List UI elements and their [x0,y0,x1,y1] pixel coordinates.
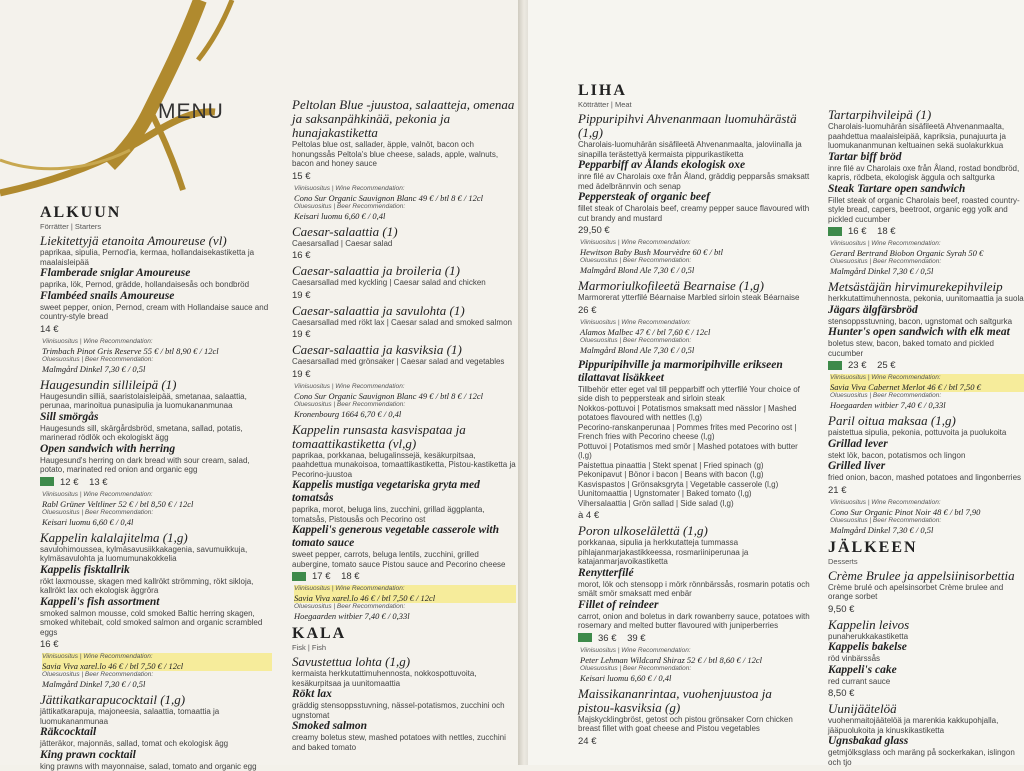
dish-description: Haugesundin silliä, saaristolaisleipää, smetanaa, salaattia, perunaa, marinoitua punasipulia ja luomukananmunaa [40,392,272,411]
dish-description: Peltolas blue ost, sallader, äpple, valnöt, bacon och honungssås Peltola's blue cheese, salads, apple, walnuts, bacon and honey sauce [292,140,516,169]
dish-title: Jättikatkarapucocktail (1,g) [40,693,272,707]
dish-title: Caesar-salaattia (1) [292,225,516,239]
dish-title: Kappelin runsasta kasvispataa ja tomaattikastiketta (vl,g) [292,423,516,451]
dish-title: Liekitettyjä etanoita Amoureuse (vl) [40,234,272,248]
wine-recommendation [292,383,516,419]
dish-title-en: Steak Tartare open sandwich [828,183,1024,196]
dish-description-sv: inre filé av Charolais oxe från Åland, gräddig pepparsås smaksatt med ädelbrännvin och senap [578,172,810,191]
sides-description: Tillbehör etter eget val till pepparbiff och ytterfilé Your choice of side dish to peppersteak and sirloin steak [578,385,810,404]
wine-value: Cono Sur Organic Pinot Noir 48 € / btl 7,90 [830,507,1024,517]
dish-title: Kappelin kalalajitelma (1,g) [40,531,272,545]
beer-value: Kronenbourg 1664 6,70 € / 0,4l [294,409,516,419]
wine-value: Cono Sur Organic Sauvignon Blanc 49 € / btl 8 € / 12cl [294,193,516,203]
wine-value: Gerard Bertrand Biobon Organic Syrah 50 € [830,248,1024,258]
dish-description-sv: paprika, lök, Pernod, grädde, hollandaisesås och bondbröd [40,280,272,290]
dish-title: Caesar-salaattia ja savulohta (1) [292,304,516,318]
dish-price: 24 € [578,736,810,747]
dish-title-sv: Kappelis mustiga vegetariska gryta med tomatsås [292,479,516,505]
dish-title: Haugesundin sillileipä (1) [40,378,272,392]
dish-description: Caesarsallad med kyckling | Caesar salad and chicken [292,278,516,288]
dish-title: Kappelin leivos [828,618,1024,632]
wine-label: Viinisuositus | Wine Recommendation: [42,338,272,346]
dish-description: Majskycklingbröst, getost och pistou grönsaker Corn chicken breast fillet with goat cheese and Pistou vegetables [578,715,810,734]
beer-label: Oluesuositus | Beer Recommendation: [294,603,516,611]
dish-price: 14 € [40,324,272,335]
dish-title-sv: Kappelis fisktallrik [40,564,272,577]
dish-description: punaherukkakastiketta [828,632,1024,642]
beer-label: Oluesuositus | Beer Recommendation: [42,509,272,517]
beer-value: Malmgård Dinkel 7,30 € / 0,5l [830,525,1024,535]
dish-title-en: Kappeli's cake [828,664,1024,677]
dish-title-sv: Ugnsbakad glass [828,735,1024,748]
dish-description-en: carrot, onion and boletus in dark rowanberry sauce, potatoes with rosemary and melted butter flavoured with juniperberries [578,612,810,631]
side-item: Vihersalaattia | Grön sallad | Side salad (l,g) [578,499,810,509]
dish-price: 17 € 18 € [292,571,516,582]
wine-label: Viinisuositus | Wine Recommendation: [830,374,1024,382]
side-item: Uunitomaattia | Ugnstomater | Baked tomato (l,g) [578,489,810,499]
dish-title-sv: Jägars älgfärsbröd [828,304,1024,317]
dish-price: 19 € [292,329,516,340]
dish-price: 8,50 € [828,688,1024,699]
dish-title: Crème Brulee ja appelsiinisorbettia [828,569,1024,583]
wine-value: Peter Lehman Wildcard Shiraz 52 € / btl 8,60 € / 12cl [580,655,810,665]
side-item: Nokkos-pottuvoi | Potatismos smaksatt med nässlor | Mashed potatoes flavoured with nettles (l,g) [578,404,810,423]
dish-description: Charolais-luomuhärän sisäfileetä Ahvenanmaalta, paahdettua maalaisleipää, kapriksia, punajuurta ja luomukananmunan keltuainen sekä suolakurkkua [828,122,1024,151]
dish-price: 23 € 25 € [828,360,1024,371]
dish-description: paprikaa, porkkanaa, belugalinssejä, kesäkurpitsaa, paahdettua munakoisoa, tomaattikastiketta, Pistou-kastiketta ja Pecorino-juustoa [292,451,516,480]
dish-title-sv: Tartar biff bröd [828,151,1024,164]
beer-value: Malmgård Dinkel 7,30 € / 0,5l [830,266,1024,276]
dish-title: Metsästäjän hirvimurekepihvileip [828,280,1024,294]
dish-description-sv: morot, lök och stensopp i mörk rönnbärssås, rosmarin potatis och smält smör smaksatt med enbär [578,580,810,599]
wine-recommendation [40,491,272,527]
dish-title-en: King prawn cocktail [40,749,272,762]
dish-price: à 4 € [578,510,810,521]
dish-description-sv: getmjölksglass och maräng på sockerkakan, islingon och tjo [828,748,1024,767]
section-subtitle: Förrätter | Starters [40,222,272,231]
dish-title: Savustettua lohta (1,g) [292,655,516,669]
dish-description: porkkanaa, sipulia ja herkkutatteja tummassa pihlajanmarjakastikkeessa, rosmariiniperunaa ja katajanmarjavoikastiketta [578,538,810,567]
beer-label: Oluesuositus | Beer Recommendation: [830,392,1024,400]
dish-description-en: king prawns with mayonnaise, salad, tomato and organic egg [40,762,272,771]
dish-title-sv: Grillad lever [828,438,1024,451]
beer-value: Malmgård Blond Ale 7,30 € / 0,5l [580,345,810,355]
dish-title-en: Flambéed snails Amoureuse [40,290,272,303]
dish-description-en: red currant sauce [828,677,1024,687]
dish-title-sv: Flamberade sniglar Amoureuse [40,267,272,280]
wine-label: Viinisuositus | Wine Recommendation: [580,647,810,655]
dish-title-en: Kappeli's generous vegetable casserole with tomato sauce [292,524,516,550]
wine-value: Trimbach Pinot Gris Reserve 55 € / btl 8,90 € / 12cl [42,346,272,356]
dish-price: 12 € 13 € [40,477,272,488]
wine-label: Viinisuositus | Wine Recommendation: [42,653,272,661]
dish-price: 16 € 18 € [828,226,1024,237]
wine-label: Viinisuositus | Wine Recommendation: [294,585,516,593]
wine-value: Savia Viva xarel.lo 46 € / btl 7,50 € / 12cl [294,593,516,603]
right-page [528,0,1024,765]
dish-description-sv: gräddig stensoppsstuvning, nässel-potatismos, zucchini och ugnstomat [292,701,516,720]
dish-title-sv: Sill smörgås [40,411,272,424]
dish-description: Caesarsallad med rökt lax | Caesar salad and smoked salmon [292,318,516,328]
wine-label: Viinisuositus | Wine Recommendation: [42,491,272,499]
wine-label: Viinisuositus | Wine Recommendation: [580,319,810,327]
beer-label: Oluesuositus | Beer Recommendation: [580,665,810,673]
dish-price: 21 € [828,485,1024,496]
dish-description-sv: röd vinbärssås [828,654,1024,664]
dish-title: Paril oitua maksaa (1,g) [828,414,1024,428]
dish-price: 19 € [292,369,516,380]
side-item: Pecorino-ranskanperunaa | Pommes frites med Pecorino ost | French fries with Pecorino cheese (l,g) [578,423,810,442]
dish-description-en: sweet pepper, carrots, beluga lentils, zucchini, grilled aubergine, tomato sauce Pistou sauce and Pecorino cheese [292,550,516,569]
wine-recommendation [578,239,810,275]
wine-value: Cono Sur Organic Sauvignon Blanc 49 € / btl 8 € / 12cl [294,391,516,401]
dish-title-en: Fillet of reindeer [578,599,810,612]
menu-title: MENU [158,100,224,124]
beer-value: Hoegaarden witbier 7,40 € / 0,33l [294,611,516,621]
dish-description-en: sweet pepper, onion, Pernod, cream with Hollandaise sauce and country-style bread [40,303,272,322]
dish-description-sv: stekt lök, bacon, potatismos och lingon [828,451,1024,461]
page-gutter [518,0,528,765]
dish-price: 9,50 € [828,604,1024,615]
beer-value: Keisari luomu 6,60 € / 0,4l [580,673,810,683]
dish-title-sv: Rökt lax [292,688,516,701]
dish-description: Charolais-luomuhärän sisäfileetä Ahvenanmaalta, jaloviinalla ja sinapilla terästettyä kermaista pippurikastiketta [578,140,810,159]
dish-description: Crème brulé och apelsinsorbet Crème brulee and orange sorbet [828,583,1024,602]
dish-title-en: Open sandwich with herring [40,443,272,456]
beer-value: Malmgård Dinkel 7,30 € / 0,5l [42,364,272,374]
wine-label: Viinisuositus | Wine Recommendation: [830,240,1024,248]
beer-label: Oluesuositus | Beer Recommendation: [580,337,810,345]
dish-description-en: smoked salmon mousse, cold smoked Baltic herring skagen, smoked whitebait, cold smoked salmon and organic scrambled eggs [40,609,272,638]
beer-label: Oluesuositus | Beer Recommendation: [294,401,516,409]
dish-description-en: fried onion, bacon, mashed potatoes and lingonberries [828,473,1024,483]
beer-value: Malmgård Blond Ale 7,30 € / 0,5l [580,265,810,275]
dish-title-en: Hunter's open sandwich with elk meat [828,326,1024,339]
lunch-badge-icon [828,227,842,236]
beer-value: Keisari luomu 6,60 € / 0,4l [294,211,516,221]
wine-value: Savia Viva xarel.lo 46 € / btl 7,50 € / 12cl [42,661,272,671]
dish-description: vuohenmaitojäätelöä ja marenkia kakkupohjalla, jääpuolukoita ja kinuskikastiketta [828,716,1024,735]
wine-value: Rabl Grüner Veltliner 52 € / btl 8,50 € / 12cl [42,499,272,509]
wine-label: Viinisuositus | Wine Recommendation: [294,383,516,391]
dish-price: 36 € 39 € [578,633,810,644]
dish-title: Caesar-salaattia ja broileria (1) [292,264,516,278]
sides-title: Pippuripihville ja marmoripihville erikseen tilattavat lisäkkeet [578,359,810,385]
dish-title: Peltolan Blue -juustoa, salaatteja, omenaa ja saksanpähkinää, pekonia ja hunajakastiketta [292,98,516,140]
side-item: Kasvispastos | Grönsaksgryta | Vegetable casserole (l,g) [578,480,810,490]
wine-value: Alamos Malbec 47 € / btl 7,60 € / 12cl [580,327,810,337]
dish-description-en: Fillet steak of organic Charolais beef, roasted country-style bread, capers, beetroot, organic egg yolk and pickled cucumber [828,196,1024,225]
wine-label: Viinisuositus | Wine Recommendation: [580,239,810,247]
wine-recommendation [40,338,272,374]
dish-price: 26 € [578,305,810,316]
dish-description-sv: jätteräkor, majonnäs, sallad, tomat och ekologisk ägg [40,739,272,749]
dish-description-sv: rökt laxmousse, skagen med kallrökt strömming, rökt sikloja, kallrökt lax och ekologisk äggröra [40,577,272,596]
section-title-meat: LIHA [578,82,810,100]
dish-description-sv: Haugesunds sill, skärgårdsbröd, smetana, sallad, potatis, marinerad rödlök och ekologiskt ägg [40,424,272,443]
wine-recommendation [292,585,516,621]
dish-title: Marmoriulkofileetä Bearnaise (1,g) [578,279,810,293]
dish-price: 29,50 € [578,225,810,236]
wine-recommendation [828,499,1024,535]
dish-title: Maissikananrintaa, vuohenjuustoa ja pistou-kasviksia (g) [578,687,810,715]
dish-description: Caesarsallad med grönsaker | Caesar salad and vegetables [292,357,516,367]
dish-description: paistettua sipulia, pekonia, pottuvoita ja puolukoita [828,428,1024,438]
section-title-starters: ALKUUN [40,204,272,222]
wine-recommendation [828,240,1024,276]
dish-title-en: Kappeli's fish assortment [40,596,272,609]
dish-title-sv: Pepparbiff av Ålands ekologisk oxe [578,159,810,172]
dish-price: 19 € [292,290,516,301]
beer-label: Oluesuositus | Beer Recommendation: [830,517,1024,525]
dish-description-sv: paprika, morot, beluga lins, zucchini, grillad äggplanta, tomatsås, Pistousås och Pecorino ost [292,505,516,524]
dish-description-en: Haugesund's herring on dark bread with sour cream, salad, potato, marinated red onion and organic egg [40,456,272,475]
wine-label: Viinisuositus | Wine Recommendation: [294,185,516,193]
lunch-badge-icon [40,477,54,486]
column-meat [578,80,810,750]
dish-description-en: creamy boletus stew, mashed potatoes with nettles, zucchini and baked tomato [292,733,516,752]
column-starters [40,202,272,771]
beer-value: Malmgård Dinkel 7,30 € / 0,5l [42,679,272,689]
side-item: Pottuvoi | Potatismos med smör | Mashed potatoes with butter (l,g) [578,442,810,461]
lunch-badge-icon [292,572,306,581]
dish-description-sv: inre filé av Charolais oxe från Åland, rostad bondbröd, kapris, rödbeta, ekologisk äggula och saltgurka [828,164,1024,183]
dish-title: Tartarpihvileipä (1) [828,108,1024,122]
dish-title: Pippuripihvi Ahvenanmaan luomuhärästä (1,g) [578,112,810,140]
wine-value: Savia Viva Cabernet Merlot 46 € / btl 7,50 € [830,382,1024,392]
dish-description: savulohimoussea, kylmäsavusiikkakagenia, savumuikkuja, kylmäsavulohta ja luomumunakokkelia [40,545,272,564]
lunch-badge-icon [578,633,592,642]
column-meat-desserts [828,108,1024,767]
wine-label: Viinisuositus | Wine Recommendation: [830,499,1024,507]
dish-description-en: fillet steak of Charolais beef, creamy pepper sauce flavoured with cut brandy and mustard [578,204,810,223]
beer-label: Oluesuositus | Beer Recommendation: [294,203,516,211]
dish-title: Uunijäätelöä [828,702,1024,716]
dish-price: 16 € [40,639,272,650]
dish-title-en: Grilled liver [828,460,1024,473]
column-salads [292,98,516,752]
wine-recommendation [828,374,1024,410]
dish-description: herkkutattimuhennosta, pekonia, uunitomaattia ja suola [828,294,1024,304]
wine-recommendation [40,653,272,689]
dish-description-sv: stensoppsstuvning, bacon, ugnstomat och saltgurka [828,317,1024,327]
dish-description: jättikatkarapuja, majoneesia, salaattia, tomaattia ja luomukananmunaa [40,707,272,726]
dish-price: 16 € [292,250,516,261]
side-item: Paistettua pinaattia | Stekt spenat | Fried spinach (g) [578,461,810,471]
dish-title-sv: Räkcocktail [40,726,272,739]
dish-title: Poron ulkoselälettä (1,g) [578,524,810,538]
section-subtitle: Desserts [828,557,1024,566]
dish-description: Caesarsallad | Caesar salad [292,239,516,249]
dish-description-en: boletus stew, bacon, baked tomato and pickled cucumber [828,339,1024,358]
dish-description: Marmorerat ytterfilé Béarnaise Marbled sirloin steak Béarnaise [578,293,810,303]
beer-label: Oluesuositus | Beer Recommendation: [42,356,272,364]
section-title-fish: KALA [292,625,516,643]
dish-title: Caesar-salaattia ja kasviksia (1) [292,343,516,357]
dish-title-sv: Kappelis bakelse [828,641,1024,654]
beer-value: Hoegaarden witbier 7,40 € / 0,33l [830,400,1024,410]
dish-title-en: Smoked salmon [292,720,516,733]
beer-label: Oluesuositus | Beer Recommendation: [580,257,810,265]
section-title-desserts: JÄLKEEN [828,539,1024,557]
beer-label: Oluesuositus | Beer Recommendation: [830,258,1024,266]
wine-value: Hewitson Baby Bush Mourvèdre 60 € / btl [580,247,810,257]
dish-price: 15 € [292,171,516,182]
section-subtitle: Fisk | Fish [292,643,516,652]
dish-title-en: Peppersteak of organic beef [578,191,810,204]
wine-recommendation [578,319,810,355]
dish-title-sv: Renytterfilé [578,567,810,580]
beer-value: Keisari luomu 6,60 € / 0,4l [42,517,272,527]
dish-description: paprikaa, sipulia, Pernod'ia, kermaa, hollandaisekastiketta ja maalaisleipää [40,248,272,267]
section-subtitle: Kötträtter | Meat [578,100,810,109]
beer-label: Oluesuositus | Beer Recommendation: [42,671,272,679]
dish-description: kermaista herkkutattimuhennosta, nokkospottuvoita, kesäkurpitsaa ja uunitomaattia [292,669,516,688]
wine-recommendation [292,185,516,221]
wine-recommendation [578,647,810,683]
side-item: Pekonipavut | Bönor i bacon | Beans with bacon (l,g) [578,470,810,480]
lunch-badge-icon [828,361,842,370]
